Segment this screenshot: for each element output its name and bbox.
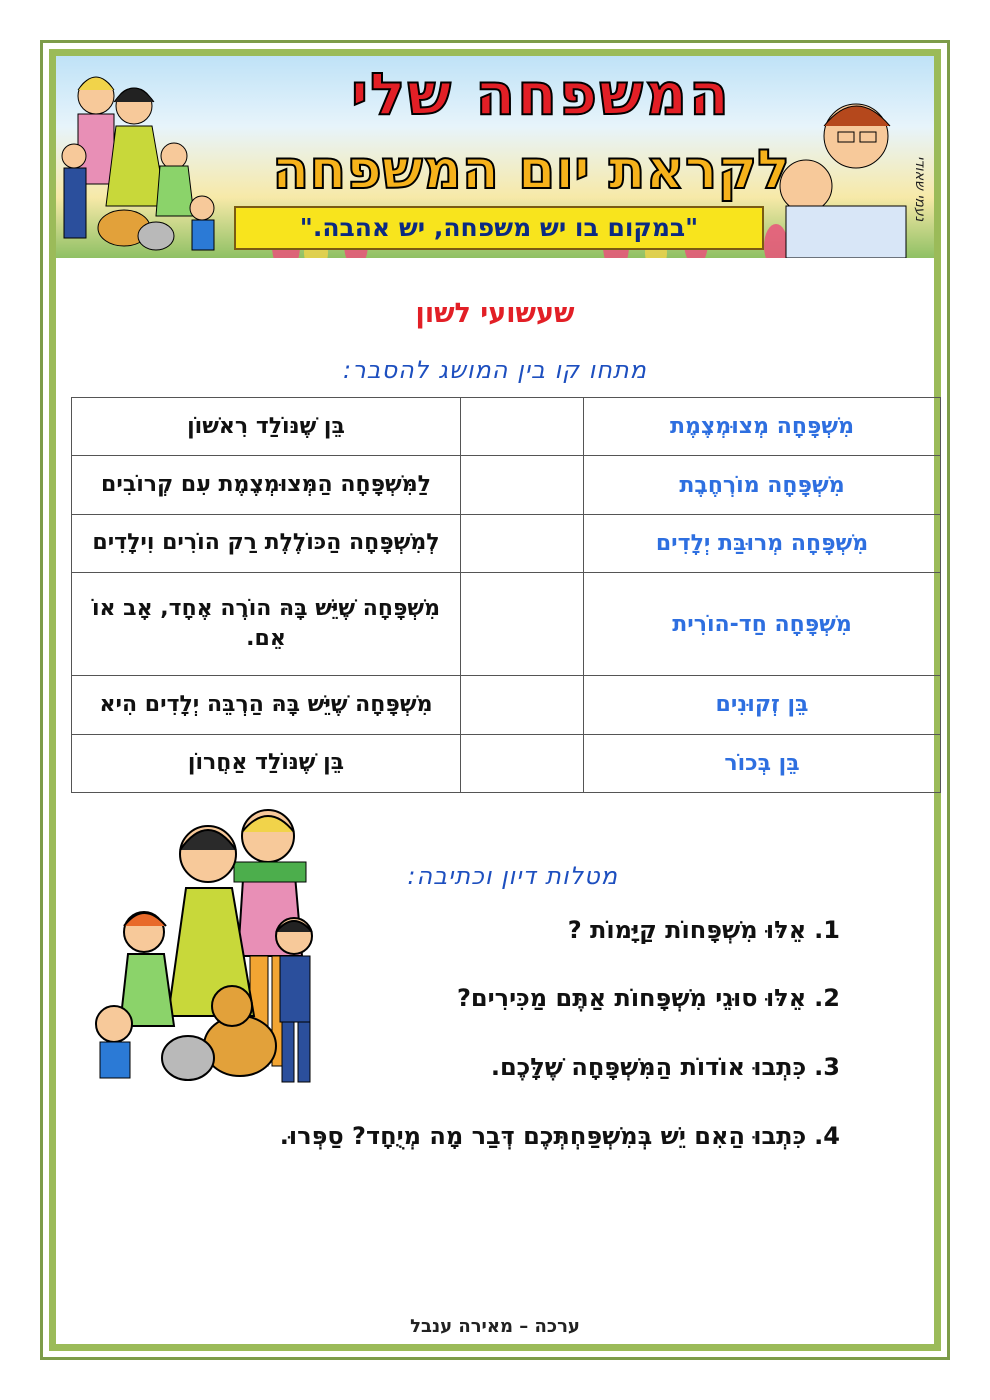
header-banner bbox=[56, 56, 934, 258]
banner-title: המשפחה שלי bbox=[351, 60, 731, 128]
artist-signature: נעמי שאודי bbox=[912, 156, 928, 222]
page-title: שעשועי לשון bbox=[415, 298, 575, 329]
line-space-cell bbox=[461, 514, 584, 572]
term-cell: בֵּן בְּכוֹר bbox=[584, 734, 941, 792]
line-space-cell bbox=[461, 676, 584, 734]
tasks-heading: מטלות דיון וכתיבה: bbox=[407, 862, 618, 890]
line-space-cell bbox=[461, 456, 584, 514]
table-row bbox=[72, 456, 941, 514]
definition-cell: מִשְׁפָּחָה שֶׁיֵּשׁ בָּהּ הוֹרֶה אֶחָד, אָב אוֹ אֵם. bbox=[72, 573, 461, 676]
matching-instruction: מתחו קו בין המושג להסבר: bbox=[343, 356, 647, 384]
question-text: אֵלּוּ מִשְׁפָּחוֹת קַיָּמוֹת ? bbox=[567, 916, 807, 944]
family-illustration bbox=[84, 806, 346, 1096]
banner-subtitle: לקראת יום המשפחה bbox=[272, 138, 790, 201]
term-cell: מִשְׁפָּחָה מוֹרְחֶבֶת bbox=[584, 456, 941, 514]
family-cartoon-left bbox=[62, 77, 214, 250]
banner-quote: "במקום בו יש משפחה, יש אהבה." bbox=[234, 206, 764, 250]
matching-table bbox=[71, 397, 941, 793]
question-item bbox=[457, 984, 840, 1012]
line-space-cell bbox=[461, 734, 584, 792]
table-row bbox=[72, 734, 941, 792]
definition-cell: בֵּן שֶׁנּוֹלַד אַחֲרוֹן bbox=[72, 734, 461, 792]
question-text: כִּתְבוּ הַאִם יֵשׁ בְּמִשְׁפַּחְתְּכֶם דְּבַר מָה מְיֻחָד? סַפְּרוּ. bbox=[279, 1122, 807, 1150]
line-space-cell bbox=[461, 573, 584, 676]
table-row bbox=[72, 514, 941, 572]
question-number: 4. bbox=[814, 1122, 840, 1150]
line-space-cell bbox=[461, 398, 584, 456]
question-item bbox=[491, 1053, 840, 1081]
question-item bbox=[568, 916, 840, 944]
table-row bbox=[72, 398, 941, 456]
question-text: אֵלּוּ סוּגֵי מִשְׁפָּחוֹת אַתֶּם מַכִּירִים? bbox=[456, 984, 807, 1012]
question-number: 2. bbox=[814, 984, 840, 1012]
definition-cell: מִשְׁפָּחָה שֶׁיֵּשׁ בָּהּ הַרְבֵּה יְלָדִים הִיא bbox=[72, 676, 461, 734]
term-cell: מִשְׁפָּחָה מְרוּבַּת יְלָדִים bbox=[584, 514, 941, 572]
footer-credit: ערכה – מאירה ענבל bbox=[410, 1316, 580, 1337]
question-text: כִּתְבוּ אוֹדוֹת הַמִּשְׁפָּחָה שֶׁלָּכֶם. bbox=[490, 1053, 807, 1081]
question-item bbox=[280, 1122, 840, 1150]
question-number: 1. bbox=[814, 916, 840, 944]
definition-cell: לַמִּשְׁפָּחָה הַמְּצוּמְצֶמֶת עִם קְרוֹבִים bbox=[72, 456, 461, 514]
term-cell: בֵּן זְקוּנִים bbox=[584, 676, 941, 734]
question-number: 3. bbox=[814, 1053, 840, 1081]
table-row bbox=[72, 676, 941, 734]
table-row bbox=[72, 573, 941, 676]
definition-cell: לְמִשְׁפָּחָה הַכּוֹלֶלֶת רַק הוֹרִים וִילָדִים bbox=[72, 514, 461, 572]
term-cell: מִשְׁפָּחָה מְצוּמְצֶמֶת bbox=[584, 398, 941, 456]
term-cell: מִשְׁפָּחָה חַד-הוֹרִית bbox=[584, 573, 941, 676]
definition-cell: בֵּן שֶׁנּוֹלַד רִאשׁוֹן bbox=[72, 398, 461, 456]
